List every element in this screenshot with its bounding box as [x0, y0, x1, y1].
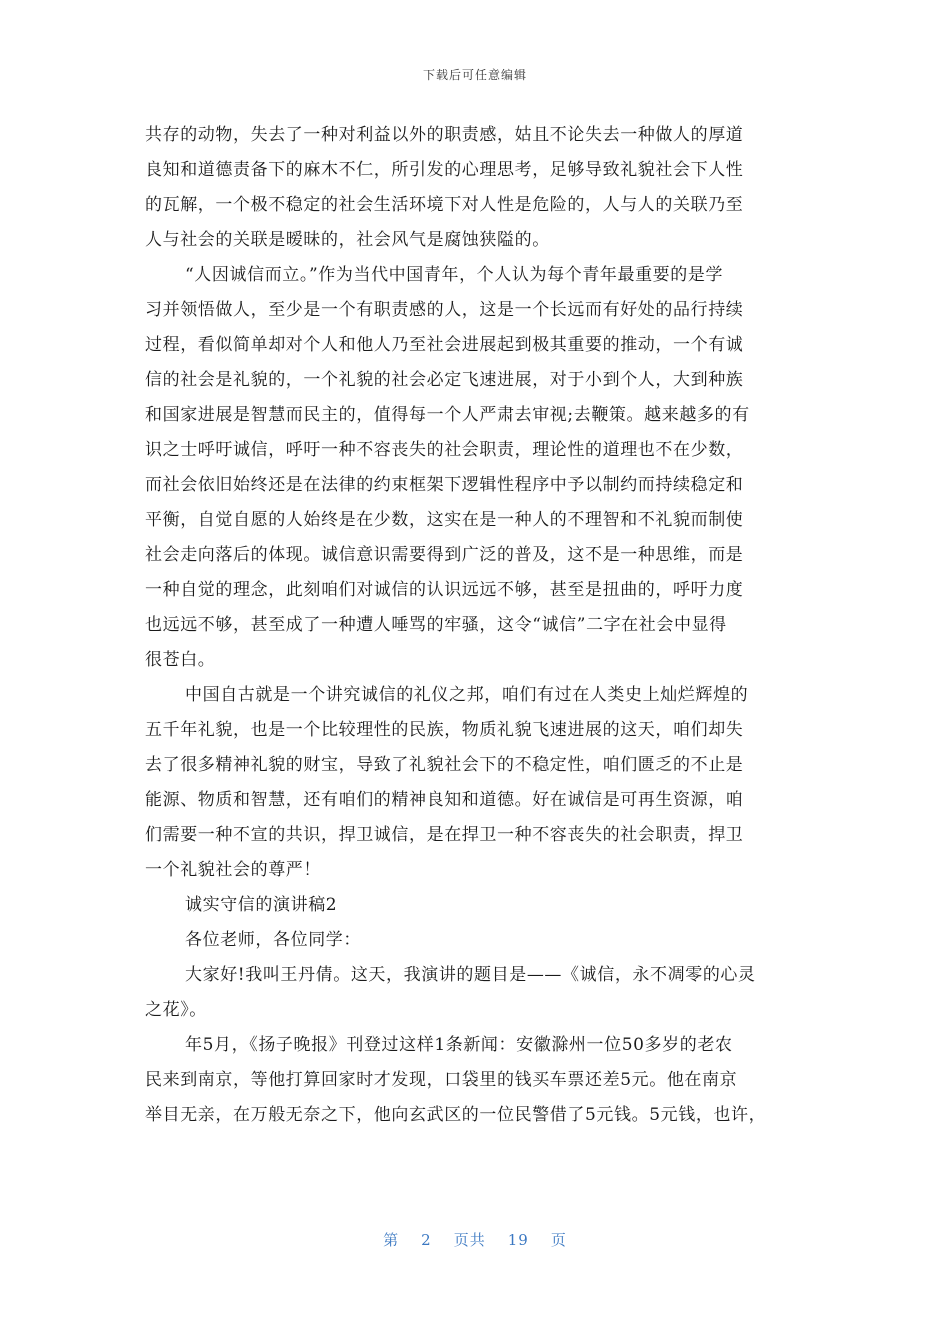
text-line: 五千年礼貌，也是一个比较理性的民族，物质礼貌飞速进展的这天，咱们却失 — [145, 720, 744, 740]
text-line: 之花》。 — [145, 1000, 207, 1020]
text-line: 良知和道德责备下的麻木不仁，所引发的心理思考，足够导致礼貌社会下人性 — [145, 160, 744, 180]
page-label-suffix: 页 — [550, 1231, 567, 1249]
text-line: 举目无亲，在万般无奈之下，他向玄武区的一位民警借了5元钱。5元钱，也许， — [145, 1105, 767, 1125]
paragraph-start-line: 中国自古就是一个讲究诚信的礼仪之邦，咱们有过在人类史上灿烂辉煌的 — [185, 685, 749, 705]
text-line: 很苍白。 — [145, 650, 216, 670]
text-line: 和国家进展是智慧而民主的，值得每一个人严肃去审视;去鞭策。越来越多的有 — [145, 405, 750, 425]
page-label-middle: 页共 — [453, 1231, 486, 1249]
text-line: 过程，看似简单却对个人和他人乃至社会进展起到极其重要的推动，一个有诚 — [145, 335, 744, 355]
text-line: 共存的动物，失去了一种对利益以外的职责感，姑且不论失去一种做人的厚道 — [145, 125, 744, 145]
text-line: 习并领悟做人，至少是一个有职责感的人，这是一个长远而有好处的品行持续 — [145, 300, 744, 320]
page-footer — [0, 1229, 950, 1250]
section-title: 诚实守信的演讲稿2 — [185, 895, 338, 915]
paragraph-start-line: 年5月，《扬子晚报》刊登过这样1条新闻：安徽滁州一位50多岁的老农 — [185, 1035, 733, 1055]
text-line: 们需要一种不宣的共识，捍卫诚信，是在捍卫一种不容丧失的社会职责，捍卫 — [145, 825, 744, 845]
text-line: 的瓦解，一个极不稳定的社会生活环境下对人性是危险的，人与人的关联乃至 — [145, 195, 744, 215]
total-pages-number: 19 — [507, 1231, 529, 1249]
text-line: 信的社会是礼貌的，一个礼貌的社会必定飞速进展，对于小到个人，大到种族 — [145, 370, 744, 390]
paragraph-start-line: 大家好!我叫王丹倩。这天，我演讲的题目是——《诚信，永不凋零的心灵 — [185, 965, 756, 985]
text-line: 一个礼貌社会的尊严！ — [145, 860, 321, 880]
current-page-number: 2 — [421, 1231, 432, 1249]
text-line: 能源、物质和智慧，还有咱们的精神良知和道德。好在诚信是可再生资源，咱 — [145, 790, 744, 810]
page-label-prefix: 第 — [383, 1231, 400, 1249]
text-line: 识之士呼吁诚信，呼吁一种不容丧失的社会职责，理论性的道理也不在少数， — [145, 440, 744, 460]
page-header: 下载后可任意编辑 — [422, 68, 527, 82]
salutation-line: 各位老师，各位同学： — [185, 930, 361, 950]
text-line: 平衡，自觉自愿的人始终是在少数，这实在是一种人的不理智和不礼貌而制使 — [145, 510, 744, 530]
paragraph-start-line: “人因诚信而立。”作为当代中国青年，个人认为每个青年最重要的是学 — [185, 265, 724, 285]
text-line: 人与社会的关联是暧昧的，社会风气是腐蚀狭隘的。 — [145, 230, 550, 250]
text-line: 一种自觉的理念，此刻咱们对诚信的认识远远不够，甚至是扭曲的，呼吁力度 — [145, 580, 744, 600]
document-body — [145, 118, 810, 1133]
text-line: 社会走向落后的体现。诚信意识需要得到广泛的普及，这不是一种思维，而是 — [145, 545, 744, 565]
text-line: 而社会依旧始终还是在法律的约束框架下逻辑性程序中予以制约而持续稳定和 — [145, 475, 744, 495]
text-line: 民来到南京，等他打算回家时才发现，口袋里的钱买车票还差5元。他在南京 — [145, 1070, 738, 1090]
text-line: 去了很多精神礼貌的财宝，导致了礼貌社会下的不稳定性，咱们匮乏的不止是 — [145, 755, 744, 775]
text-line: 也远远不够，甚至成了一种遭人唾骂的牢骚，这令“诚信”二字在社会中显得 — [145, 615, 727, 635]
